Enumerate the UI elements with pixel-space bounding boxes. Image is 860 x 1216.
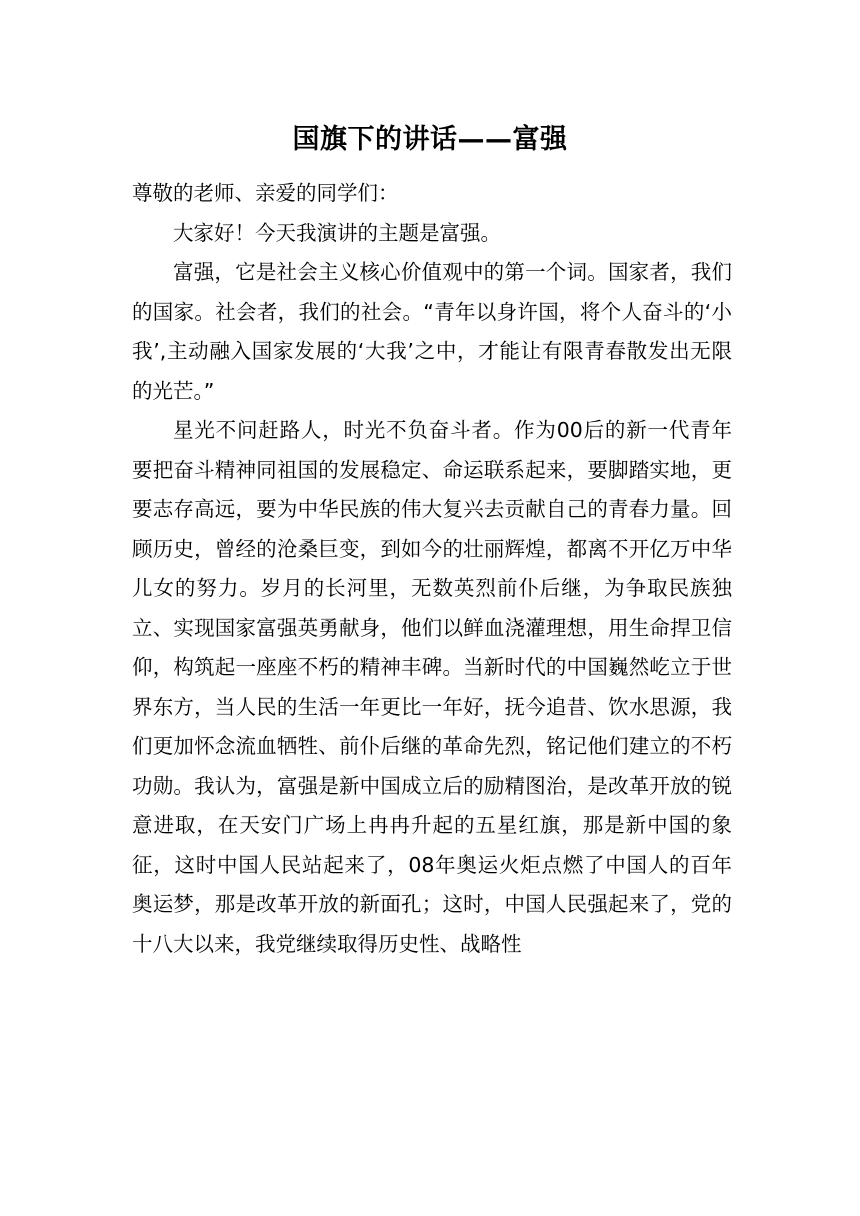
paragraph-youth-struggle: 星光不问赶路人，时光不负奋斗者。作为00后的新一代青年要把奋斗精神同祖国的发展稳定、命运联系起来，要脚踏实地，更要志存高远，要为中华民族的伟大复兴去贡献自己的青春力量。回顾历史，曾经的沧桑巨变，到如今的壮丽辉煌，都离不开亿万中华儿女的努力。岁月的长河里，无数英烈前仆后继，为争取民族独立、实现国家富强英勇献身，他们以鲜血浇灌理想，用生命捍卫信仰，构筑起一座座不朽的精神丰碑。当新时代的中国巍然屹立于世界东方，当人民的生活一年更比一年好，抚今追昔、饮水思源，我们更加怀念流血牺牲、前仆后继的革命先烈，铭记他们建立的不朽功勋。我认为，富强是新中国成立后的励精图治，是改革开放的锐意进取，在天安门广场上冉冉升起的五星红旗，那是新中国的象征，这时中国人民站起来了，08年奥运火炬点燃了中国人的百年奥运梦，那是改革开放的新面孔；这时，中国人民强起来了，党的十八大以来，我党继续取得历史性、战略性 bbox=[132, 418, 732, 956]
document-title: 国旗下的讲话——富强 bbox=[292, 124, 568, 155]
salutation: 尊敬的老师、亲爱的同学们： bbox=[132, 181, 399, 205]
document-body bbox=[132, 174, 732, 964]
paragraph-prosperity-definition: 富强，它是社会主义核心价值观中的第一个词。国家者，我们的国家。社会者，我们的社会。“青年以身许国，将个人奋斗的‘小我’,主动融入国家发展的‘大我’之中，才能让有限青春散发出无限的光芒。” bbox=[132, 260, 732, 403]
paragraph-greeting: 大家好！今天我演讲的主题是富强。 bbox=[173, 220, 501, 245]
